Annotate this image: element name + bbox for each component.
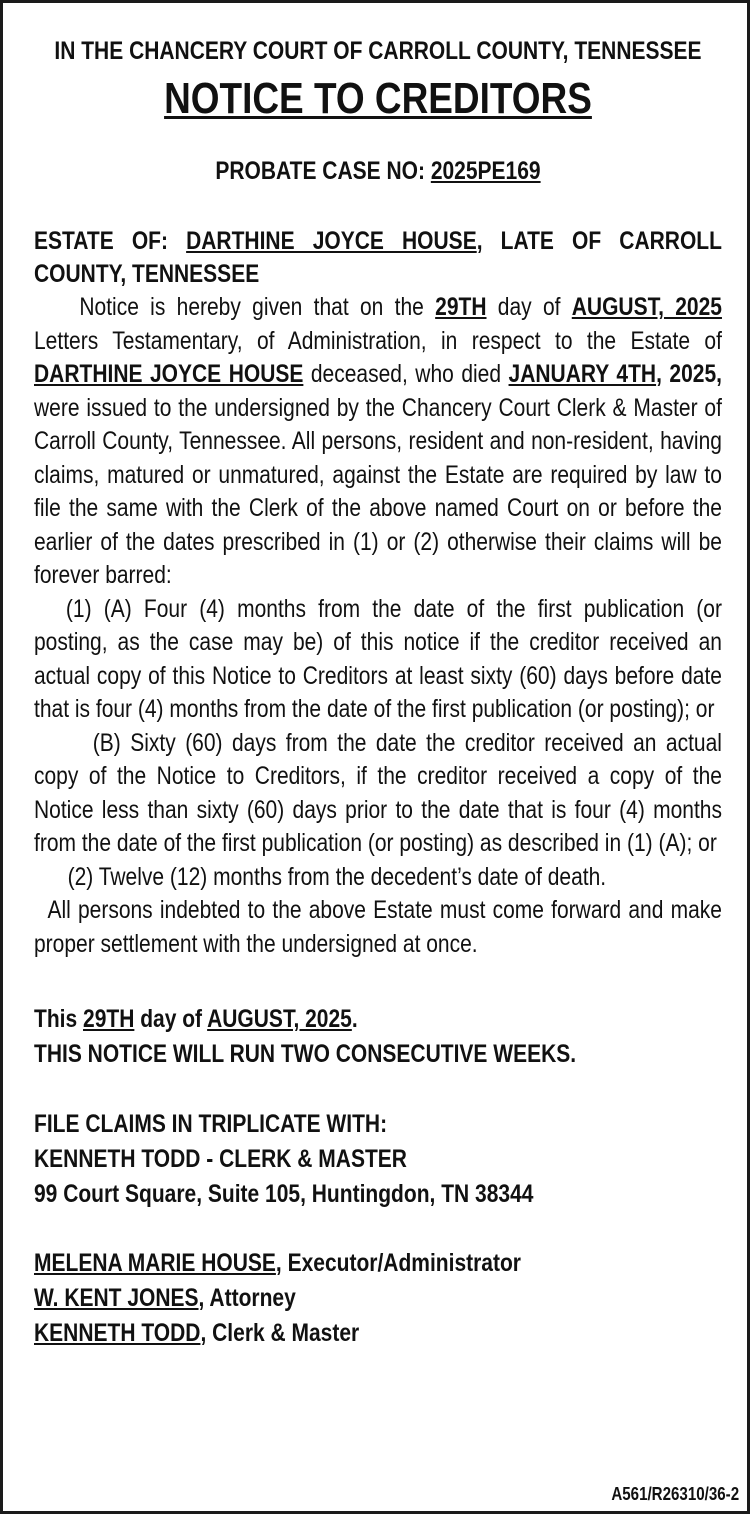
p1-death-date: JANUARY 4TH — [508, 360, 657, 388]
paragraph-5: All persons indebted to the above Estate must come forward and make proper settlement with the undersigned at once. — [34, 896, 722, 958]
p1-text-a: Notice is hereby given that on the — [79, 293, 436, 321]
paragraph-4: (2) Twelve (12) months from the decedent’s date of death. — [67, 862, 607, 891]
dated-line — [34, 1002, 722, 1037]
dated-day: 29TH — [83, 1005, 135, 1033]
notice-body — [34, 291, 722, 961]
estate-label: ESTATE OF: — [34, 227, 187, 255]
case-line — [34, 155, 722, 187]
p1-month-year: AUGUST, 2025 — [571, 293, 722, 321]
run-note: THIS NOTICE WILL RUN TWO CONSECUTIVE WEEKS. — [34, 1040, 577, 1068]
dated-this: This — [34, 1005, 84, 1033]
paragraph-1 — [34, 291, 722, 593]
signatories-block — [34, 1246, 722, 1351]
dated-block — [34, 1002, 722, 1072]
p1-text-c: Letters Testamentary, of Administration, in respect to the Estate of — [34, 326, 722, 355]
p1-text-e: were issued to the undersigned by the Chancery Court Clerk & Master of Carroll County, Tennessee. All persons, resident and non-resident, having claims, matured or unmatured, against the Estate are required by law to file the same with the Clerk of the above named Court on or before the earlier of the dates prescribed in (1) or (2) otherwise their claims will be forever barred: — [34, 393, 722, 589]
dated-month-year: AUGUST, 2025 — [207, 1005, 352, 1033]
signatory — [34, 1246, 722, 1281]
estate-suffix: , LATE OF CARROLL COUNTY, TENNESSEE — [34, 227, 722, 288]
notice-title: NOTICE TO CREDITORS — [164, 74, 592, 123]
estate-line — [34, 225, 722, 291]
p1-day: 29TH — [435, 293, 487, 321]
clerk-name: KENNETH TODD - CLERK & MASTER — [34, 1145, 407, 1173]
notice-content — [34, 35, 722, 1351]
signatory-role: , Attorney — [198, 1284, 296, 1312]
reference-code: A561/R26310/36-2 — [611, 1484, 739, 1504]
p1-decedent-name: DARTHINE JOYCE HOUSE — [34, 360, 304, 388]
decedent-name: DARTHINE JOYCE HOUSE — [186, 227, 477, 255]
paragraph-2: (1) (A) Four (4) months from the date of the first publication (or posting, as the case may be) of this notice if the creditor received an actual copy of this Notice to Creditors at least sixty (60) days before date that is four (4) months from the date of the first publication (or posting); or — [34, 594, 722, 723]
case-label: PROBATE CASE NO: — [215, 157, 431, 185]
signatory-role: , Executor/Administrator — [275, 1249, 521, 1277]
case-number: 2025PE169 — [430, 157, 541, 185]
p1-death-year: , 2025, — [656, 360, 722, 388]
p1-text-d: deceased, who died — [303, 360, 509, 388]
court-heading: IN THE CHANCERY COURT OF CARROLL COUNTY, TENNESSEE — [54, 37, 702, 65]
signatory-role: , Clerk & Master — [200, 1319, 360, 1347]
dated-day-of: day of — [134, 1005, 208, 1033]
signatory-name: MELENA MARIE HOUSE — [34, 1249, 276, 1277]
signatory — [34, 1316, 722, 1351]
paragraph-3: (B) Sixty (60) days from the date the creditor received an actual copy of the Notice to Creditors, if the creditor received a copy of the Notice less than sixty (60) days prior to the date that is four (4) months from the date of the first publication (or posting) as described in (1) (A); or — [34, 728, 722, 857]
p1-text-b: day of — [486, 293, 572, 321]
dated-period: . — [351, 1005, 358, 1033]
signatory-name: KENNETH TODD — [34, 1319, 201, 1347]
clerk-address: 99 Court Square, Suite 105, Huntingdon, TN 38344 — [34, 1180, 534, 1208]
signatory-name: W. KENT JONES — [34, 1284, 199, 1312]
file-claims-heading: FILE CLAIMS IN TRIPLICATE WITH: — [34, 1110, 388, 1138]
signatory — [34, 1281, 722, 1316]
file-claims-block — [34, 1107, 722, 1212]
